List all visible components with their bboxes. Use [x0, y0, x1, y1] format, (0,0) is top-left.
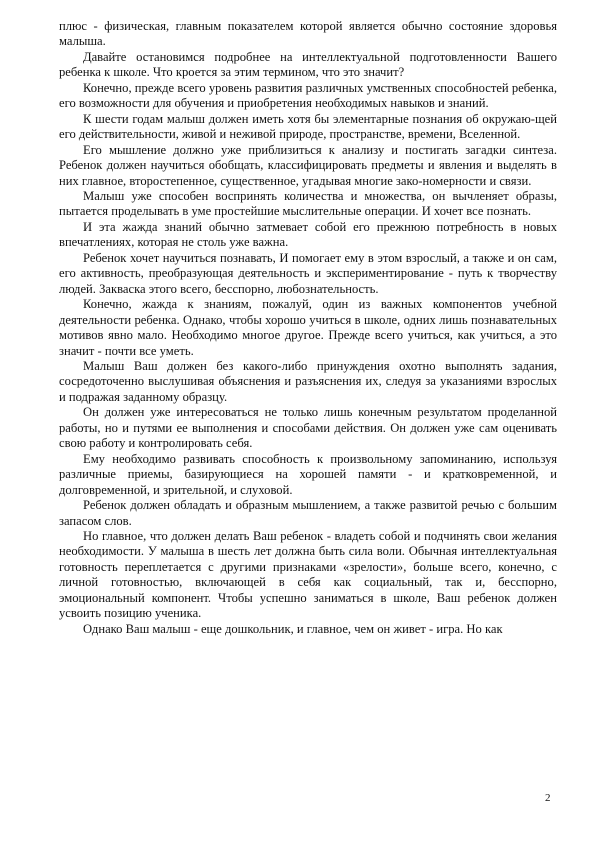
paragraph: Однако Ваш малыш - еще дошкольник, и главное, чем он живет - игра. Но как	[83, 621, 503, 636]
page-number: 2	[545, 792, 551, 804]
paragraph: Его мышление должно уже приблизиться к анализу и постигать загадки синтеза. Ребенок должен научиться обобщать, классифицировать предметы и явления и выделять в них главное, второстепенное, существенное, угадывая многие зако-номерности и связи.	[59, 142, 557, 188]
paragraph: Ему необходимо развивать способность к произвольному запоминанию, используя различные приемы, базирующиеся на хорошей памяти - и кратковременной, и долговременной, и зрительной, и слуховой.	[59, 451, 557, 497]
paragraph: Конечно, жажда к знаниям, пожалуй, один из важных компонентов учебной деятельности ребенка. Однако, чтобы хорошо учиться в школе, одних лишь познавательных мотивов явно мало. Необходимо многое другое. Прежде всего учиться, как учиться, а это значит - почти все уметь.	[59, 297, 557, 358]
paragraph: Давайте остановимся подробнее на интеллектуальной подготовленности Вашего ребенка к школе. Что кроется за этим термином, что это значит?	[59, 49, 557, 80]
paragraph: К шести годам малыш должен иметь хотя бы элементарные познания об окружаю-щей его действительности, живой и неживой природе, пространстве, времени, Вселенной.	[59, 111, 557, 142]
paragraph: И эта жажда знаний обычно затмевает собой его прежнюю потребность в новых впечатлениях, которая не столь уже важна.	[59, 219, 557, 250]
paragraph: Ребенок хочет научиться познавать, И помогает ему в этом взрослый, а также и он сам, его активность, преобразующая деятельность и экспериментирование - путь к творчеству людей. Закваска этого всего, бесспорно, любознательность.	[59, 250, 557, 296]
paragraph: Малыш уже способен воспринять количества и множества, он вычленяет образы, пытается проделывать в уме простейшие мыслительные операции. И хочет все познать.	[59, 188, 557, 219]
paragraph: Ребенок должен обладать и образным мышлением, а также развитой речью с большим запасом слов.	[59, 498, 557, 528]
body-text	[59, 19, 557, 637]
paragraph: Малыш Ваш должен без какого-либо принуждения охотно выполнять задания, сосредоточенно выслушивая объяснения и разъяснения их, следуя за указаниями взрослых и подражая заданному образцу.	[59, 358, 557, 404]
paragraph: плюс - физическая, главным показателем которой является обычно состояние здоровья малыша.	[59, 19, 557, 49]
paragraph: Но главное, что должен делать Ваш ребенок - владеть собой и подчинять свои желания необходимости. У малыша в шесть лет должна быть сила воли. Обычная интеллектуальная готовность переплетается с другими признаками «зрелости», больше всего, конечно, с личной готовностью, включающей в себя как социальный, так и, бесспорно, эмоциональный компонент. Чтобы успешно заниматься в школе, Ваш ребенок должен усвоить позицию ученика.	[59, 528, 557, 621]
paragraph: Конечно, прежде всего уровень развития различных умственных способностей ребенка, его возможности для обучения и приобретения необходимых навыков и знаний.	[59, 80, 557, 111]
paragraph: Он должен уже интересоваться не только лишь конечным результатом проделанной работы, но и путями ее выполнения и способами действия. Он должен уже сам оценивать свою работу и контролировать себя.	[59, 405, 557, 451]
